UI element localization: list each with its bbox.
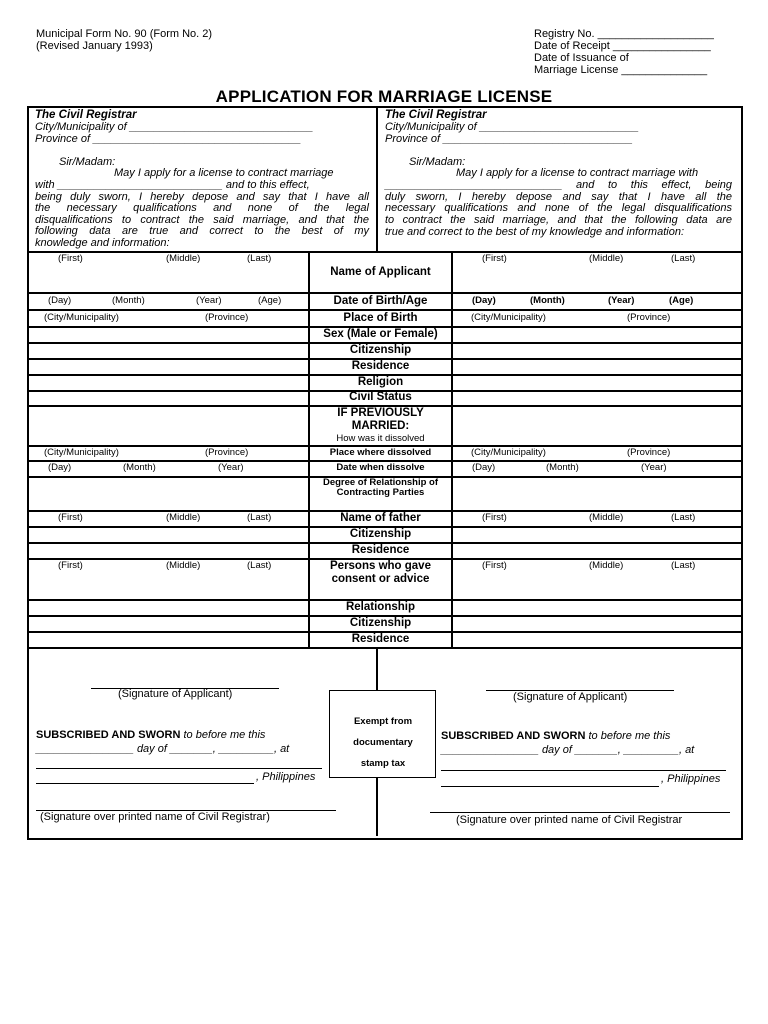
intro-bottom-rule — [27, 251, 741, 253]
intro-left-line4: the necessary qualifications and none of the legal — [35, 202, 369, 214]
label-consent-residence: Residence — [351, 633, 410, 645]
intro-right-line3: duly sworn, I hereby depose and say that I have all the — [385, 191, 732, 203]
philippines-left: , Philippines — [256, 771, 316, 783]
sub-consent-middle-right: (Middle) — [589, 560, 624, 571]
sub-province-right: (Province) — [627, 312, 671, 323]
sub-middle-right: (Middle) — [589, 253, 624, 264]
sub-month-dissolved-left: (Month) — [123, 462, 156, 473]
sub-consent-middle-left: (Middle) — [166, 560, 201, 571]
sub-year-dissolved-right: (Year) — [641, 462, 667, 473]
sub-city-dissolved-right: (City/Municipality) — [471, 447, 546, 458]
sub-year-right: (Year) — [608, 295, 635, 306]
sub-consent-last-left: (Last) — [247, 560, 272, 571]
sub-month-right: (Month) — [530, 295, 565, 306]
intro-right-line6: true and correct to the best of my knowledge and information: — [385, 226, 684, 238]
date-of-receipt: Date of Receipt ________________ — [534, 40, 711, 52]
city-left: City/Municipality of ______________________________ — [35, 121, 314, 133]
sub-consent-last-right: (Last) — [671, 560, 696, 571]
to-before-left: to before me this — [180, 729, 266, 741]
day-of-line-left: ________________ day of _______, _________, at — [36, 743, 290, 755]
day-of-line-right: ________________ day of _______, _________, at — [441, 744, 695, 756]
intro-left-line3: being duly sworn, I hereby depose and say that I have all — [35, 191, 369, 203]
sub-city-right: (City/Municipality) — [471, 312, 546, 323]
sub-first-right: (First) — [482, 253, 507, 264]
page-title: APPLICATION FOR MARRIAGE LICENSE — [215, 87, 553, 106]
marriage-license: Marriage License ______________ — [534, 64, 708, 76]
label-citizenship: Citizenship — [349, 344, 412, 356]
stamp-exempt-line2: documentary — [353, 737, 413, 748]
place-line2-left — [36, 783, 254, 784]
stamp-exempt-line1: Exempt from — [353, 716, 413, 727]
to-before-right: to before me this — [585, 730, 671, 742]
label-name-of-applicant: Name of Applicant — [330, 266, 431, 278]
subscribed-sworn-left — [36, 729, 265, 741]
sub-month-left: (Month) — [112, 295, 145, 306]
sub-father-last-right: (Last) — [671, 512, 696, 523]
label-how-dissolved: How was it dissolved — [336, 433, 425, 444]
form-number: Municipal Form No. 90 (Form No. 2) — [36, 28, 213, 40]
stamp-exempt-line3: stamp tax — [360, 758, 406, 769]
label-sex: Sex (Male or Female) — [323, 328, 438, 340]
sub-first-left: (First) — [58, 253, 83, 264]
label-persons-consent: Persons who gave consent or advice — [330, 560, 431, 585]
label-religion: Religion — [357, 376, 404, 388]
place-line-right — [441, 770, 726, 771]
sub-year-left: (Year) — [196, 295, 222, 306]
intro-left-line2: with ___________________________ and to this effect, — [35, 179, 310, 191]
label-date-dissolved: Date when dissolve — [336, 462, 425, 473]
place-line2-right — [441, 786, 659, 787]
sub-day-right: (Day) — [472, 295, 496, 306]
table-bottom-rule — [27, 647, 741, 649]
intro-right-line4: necessary qualifications and none of the legal disqualifications — [385, 202, 732, 214]
sub-day-dissolved-right: (Day) — [472, 462, 496, 473]
registrar-signature-right: (Signature over printed name of Civil Registrar — [456, 814, 683, 826]
sub-day-dissolved-left: (Day) — [48, 462, 72, 473]
subscribed-label-right: SUBSCRIBED AND SWORN — [441, 730, 586, 742]
intro-left-line7: knowledge and information: — [35, 237, 170, 249]
label-residence: Residence — [351, 360, 410, 372]
city-right: City/Municipality of __________________________ — [385, 121, 639, 133]
sub-consent-first-left: (First) — [58, 560, 83, 571]
signature-applicant-left: (Signature of Applicant) — [118, 688, 233, 700]
intro-right-line1: May I apply for a license to contract marriage with — [456, 167, 699, 179]
sub-middle-left: (Middle) — [166, 253, 201, 264]
sub-age-left: (Age) — [258, 295, 282, 306]
label-father-residence: Residence — [351, 544, 410, 556]
registrar-signature-left: (Signature over printed name of Civil Registrar) — [40, 811, 270, 823]
label-relationship: Relationship — [345, 601, 415, 613]
revised-date: (Revised January 1993) — [36, 40, 153, 52]
civil-registrar-left: The Civil Registrar — [35, 109, 137, 121]
registry-no: Registry No. ___________________ — [534, 28, 714, 40]
label-degree-of-relationship: Degree of Relationship of Contracting Parties — [322, 477, 439, 498]
sub-consent-first-right: (First) — [482, 560, 507, 571]
philippines-right: , Philippines — [661, 773, 721, 785]
label-civil-status: Civil Status — [349, 391, 412, 403]
label-father-citizenship: Citizenship — [349, 528, 412, 540]
registrar-signature-line-right — [430, 812, 730, 813]
row-rule — [27, 292, 741, 294]
intro-right-line5: to contract the said marriage, and that the following data are — [385, 214, 732, 226]
sub-father-middle-left: (Middle) — [166, 512, 201, 523]
sub-father-first-left: (First) — [58, 512, 83, 523]
label-date-of-birth: Date of Birth/Age — [333, 295, 428, 307]
sub-province-dissolved-left: (Province) — [205, 447, 249, 458]
sub-province-dissolved-right: (Province) — [627, 447, 671, 458]
place-line-left — [36, 768, 322, 769]
label-consent-citizenship: Citizenship — [349, 617, 412, 629]
sub-father-first-right: (First) — [482, 512, 507, 523]
label-name-of-father: Name of father — [340, 512, 421, 524]
intro-left-line5: disqualifications to contract the said marriage, and that the — [35, 214, 369, 226]
row-rule — [27, 309, 741, 311]
intro-left-line6: following data are true and correct to the best of my — [35, 225, 369, 237]
sub-age-right: (Age) — [669, 295, 694, 306]
salutation-right: Sir/Madam: — [409, 156, 466, 168]
label-if-previously-married: IF PREVIOUSLY MARRIED: — [337, 407, 424, 432]
province-right: Province of _______________________________ — [385, 133, 633, 145]
label-place-of-birth: Place of Birth — [343, 312, 418, 324]
civil-registrar-right: The Civil Registrar — [385, 109, 487, 121]
province-left: Province of __________________________________ — [35, 133, 302, 145]
sub-father-last-left: (Last) — [247, 512, 272, 523]
sub-last-right: (Last) — [671, 253, 696, 264]
intro-right-line2: _____________________________ and to this effect, being — [385, 179, 732, 191]
sub-father-middle-right: (Middle) — [589, 512, 624, 523]
sub-city-dissolved-left: (City/Municipality) — [44, 447, 119, 458]
sub-month-dissolved-right: (Month) — [546, 462, 579, 473]
sub-last-left: (Last) — [247, 253, 272, 264]
subscribed-label-left: SUBSCRIBED AND SWORN — [36, 729, 181, 741]
intro-divider — [376, 106, 378, 252]
sub-province-left: (Province) — [205, 312, 249, 323]
label-place-dissolved: Place where dissolved — [329, 447, 432, 458]
salutation-left: Sir/Madam: — [59, 156, 116, 168]
sub-city-left: (City/Municipality) — [44, 312, 119, 323]
sub-year-dissolved-left: (Year) — [218, 462, 244, 473]
intro-left-line1: May I apply for a license to contract marriage — [114, 167, 334, 179]
sub-day-left: (Day) — [48, 295, 72, 306]
date-of-issuance: Date of Issuance of — [534, 52, 629, 64]
subscribed-sworn-right — [441, 730, 670, 742]
signature-applicant-right: (Signature of Applicant) — [513, 691, 628, 703]
